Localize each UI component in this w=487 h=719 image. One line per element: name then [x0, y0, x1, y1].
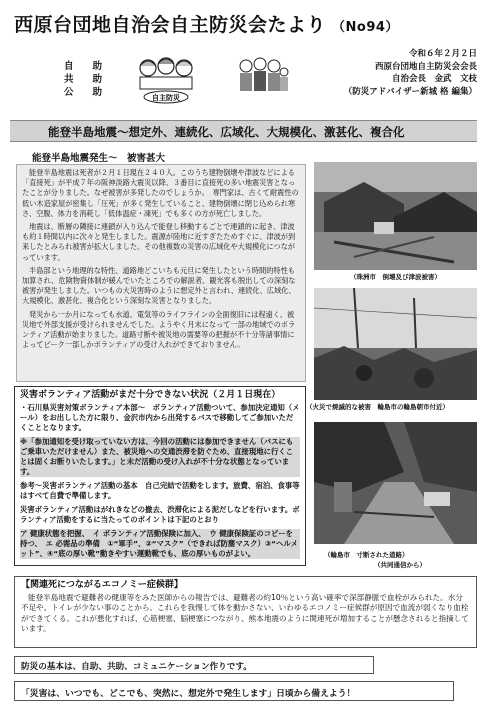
issue-date: 令和６年２月２日 [408, 49, 477, 59]
publisher-info: 令和６年２月２日 西原台団地自主防災会会長 自治会長 金武 文枝 （防災アドバイザー新城 格 編集） [343, 49, 477, 97]
article-subhead: 能登半島地震発生～ 被害甚大 [32, 153, 166, 164]
newsletter-title: 西原台団地自治会自主防災会たより （No94） [14, 14, 399, 36]
economy-class-syndrome-box: 【関連死につながるエコノミー症候群】 能登半島地震で避難者の健康等をみた医師からの報告では、避難者の約10％という高い確率で深部静脈で血栓がみられた。水分不足や、トイレが少ない事のことから、これらを我慢して体を動かさない、いわゆるエコノミー症候群が原因で血流が弱くなり血栓ができてくる。これが悪化すれば、心筋梗塞、脳梗塞につながり、熊本地震のように関連死が増加することが懸念されると指摘しています。 [14, 576, 477, 648]
article-paragraph: 地震は、断層の隣接に連鎖が入り込んで能登し移動するごとで連鎖的に起き、津波も約１時間以内に次々と発生しました。震源が陸地に近すぎたためすぐに、津波が到来したとみられ被害が拡大しました。その他複数の災害の広域化や大規模化につながっています。 [22, 222, 296, 262]
headline-band [10, 120, 477, 142]
photo-suzu-damage [314, 162, 477, 270]
earthquake-article [16, 164, 306, 382]
volunteer-status-box: 災害ボランティア活動がまだ十分できない状況（２月１日現在） ・石川県災害対策ボランティア本部～ ボランティア活動ついて、参加決定通知（メール）をお出しした方に限り、金沢市内から出発するバスで移動してご参加いただくこととなります。 ※「参加通知を受け取っていない方は、今回の活動には参加できません（バスにもご乗車いただけません）また、被災地への交通渋滞を防ぐため、直接現地に行くことは固くお断りいたします。」と未だ活動の受け入れが不十分な状態となっています。 参考～災害ボランティア活動の基本 自己完結で活動をします。旅費、宿泊、食事等はすべて自費で準備します。 災害ボランティア活動はがれきなどの撤去、渋滞化による泥だしなどを行います。ボランティア活動をするに当たってのポイントは下記のとおり ア 健康状態を把握、 イ ボランティア活動保険に加入、 ウ 健康保険証のコピーを持つ、 エ 必需品の準備 ①“軍手”、②“マスク”（できれば防塵マスク）③“ヘルメット”、④“底の厚い靴”動きやすい運動靴でも、底の厚いものがよい。 [14, 386, 306, 566]
photo-wajima-road [314, 422, 477, 544]
family-illustration [236, 52, 290, 104]
motto-self-help: 自 助 [64, 61, 103, 72]
economy-title: 【関連死につながるエコノミー症候群】 [21, 580, 183, 590]
photo-caption-suzu: （珠洲市 倒壊及び津波被害） [350, 273, 441, 281]
issue-number: （No94） [332, 20, 399, 35]
preparedness-slogan: 「災害は、いつでも、どこでも、突然に、想定外で発生します」日頃から備えよう！ [14, 681, 454, 701]
headline: 能登半島地震～想定外、連続化、広域化、大規模化、激甚化、複合化 [48, 125, 405, 139]
article-paragraph: 能登半島地震は死者が２月１日現在２４０人。このうち建物倒壊や津波などによる「直接死」が平成７年の阪神淡路大震災以降、３番目に直接死の多い地震災害となったことが分りました。なぜ被害が多発したのでしょうか。 専門家は、古くて耐震性の低い木造家屋が密集し「圧死」が多く発生していること、建物倒壊に閉じ込められ寒さ、空腹、体力を消耗し「低体温症・凍死」でも多くの方が死亡しました。 [22, 168, 299, 218]
newsletter-page [6, 4, 481, 715]
article-paragraph: 半島部という地理的な特性、道路地どこいちも元旦に発生したという時間的特性も加算され、危険物資体制が緩んでいたところでの解説者、観光客も脱出しての深刻な被害が発生しました。いつもの大災害時のように想定外と言われ、連続化、広域化、大規模化、激甚化、複合化という深刻な災害となりました。 [22, 265, 296, 306]
motto-mutual-help: 共 助 [64, 74, 103, 85]
motto-public-help: 公 助 [64, 87, 103, 98]
mascot-illustration [134, 52, 198, 104]
photo-caption-wajima-road: （輪島市 寸断された道路） [324, 551, 409, 559]
photo-wajima-fire [314, 288, 477, 400]
photo-credit: （共同通信から） [374, 561, 426, 569]
mottos [64, 60, 102, 99]
volunteer-title: 災害ボランティア活動がまだ十分できない状況（２月１日現在） [20, 390, 281, 400]
photo-caption-wajima-fire: （火災で焼滅的な被害 輪島市の輪島朝市付近） [306, 403, 449, 411]
editor-credit: （防災アドバイザー新城 格 編集） [343, 86, 477, 97]
disaster-basics-note: 防災の基本は、自助、共助、コミュニケーション作りです。 [14, 656, 374, 674]
article-paragraph: 発災から一か月になっても水道、電気等のライフラインの全面復旧には程遠く、被災地で外部支援が受けられませんでした。ようやく月末になって一部の地域でのボランティア活動が始まりました。道路寸断や被災地の需要等の把握が不十分等諸事情によってピーク一部しかボランティアの受け入れができておりません。 [22, 309, 296, 350]
logo-text: 自主防災 [152, 94, 180, 102]
